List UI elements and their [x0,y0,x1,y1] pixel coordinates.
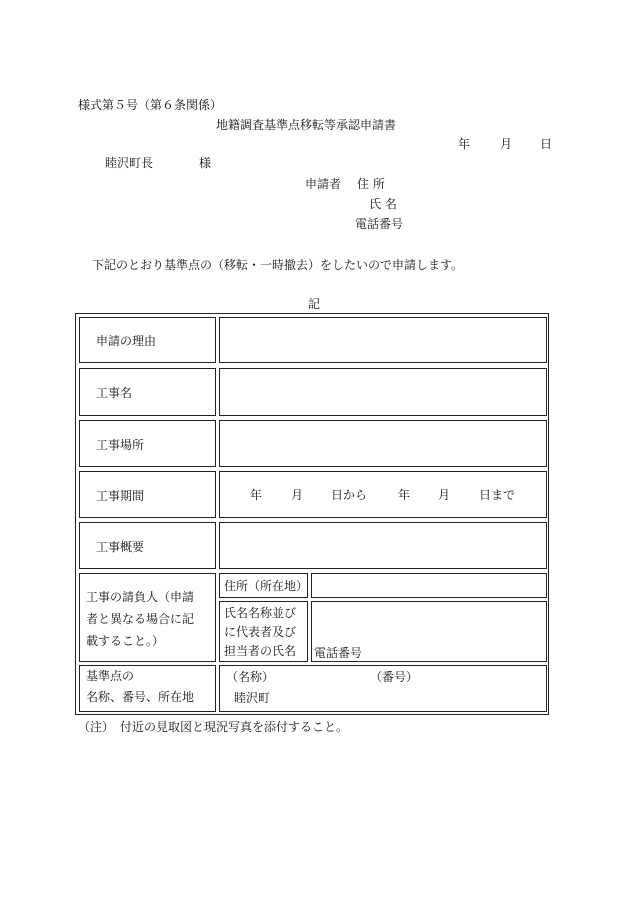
work-place-label: 工事場所 [96,438,145,452]
work-outline-label: 工事概要 [96,540,145,554]
date-month: 月 [500,137,513,151]
ki-label: 記 [308,297,321,311]
form-title: 地籍調査基準点移転等承認申請書 [216,118,397,132]
reason-label-cell [79,317,216,363]
work-place-label-cell [79,420,216,467]
contractor-phone-label: 電話番号 [314,646,363,660]
period-until: 日まで [479,488,516,502]
period-month-2: 月 [438,488,451,502]
contractor-address-label: 住所（所在地） [224,579,309,593]
name-label: 氏 名 [369,197,397,211]
contractor-name-label-cell [219,601,308,662]
work-name-label: 工事名 [96,386,133,400]
work-place-field[interactable] [219,420,547,467]
note: （注） 付近の見取図と現況写真を添付すること。 [78,720,349,734]
period-month-1: 月 [291,488,304,502]
applicant-label: 申請者 [305,177,342,191]
benchmark-label-cell [79,665,216,712]
contractor-address-label-cell [219,573,308,598]
contractor-label: 工事の請負人（申請 者と異なる場合に記 載すること。） [86,590,195,648]
date-year: 年 [458,137,471,151]
work-period-label-cell [79,471,216,518]
addressee: 睦沢町長 [105,156,154,170]
work-outline-field[interactable] [219,522,547,569]
form-number: 様式第５号（第６条関係） [78,98,223,112]
work-name-label-cell [79,368,216,416]
benchmark-town: 睦沢町 [234,691,271,705]
address-label: 住 所 [357,177,385,191]
work-outline-label-cell [79,522,216,569]
work-period-field[interactable] [219,471,547,518]
benchmark-number-label: （番号） [370,670,419,684]
contractor-label-cell [79,573,216,662]
contractor-name-label: 氏名名称並び に代表者及び 担当者の氏名 [224,606,297,658]
period-year-1: 年 [250,488,263,502]
body-text: 下記のとおり基準点の（移転・一時撤去）をしたいので申請します。 [92,258,464,272]
benchmark-field[interactable] [219,665,547,712]
reason-field[interactable] [219,317,547,363]
phone-label: 電話番号 [355,217,404,231]
period-year-2: 年 [398,488,411,502]
contractor-name-field[interactable] [311,601,547,662]
period-from: 日から [331,488,368,502]
benchmark-name-label: （名称） [226,670,275,684]
addressee-honorific: 様 [199,156,212,170]
date-day: 日 [540,137,553,151]
contractor-address-field[interactable] [311,573,547,598]
benchmark-label: 基準点の 名称、番号、所在地 [86,669,195,704]
work-name-field[interactable] [219,368,547,416]
reason-label: 申請の理由 [96,334,157,348]
work-period-label: 工事期間 [96,489,145,503]
application-table [75,313,549,715]
